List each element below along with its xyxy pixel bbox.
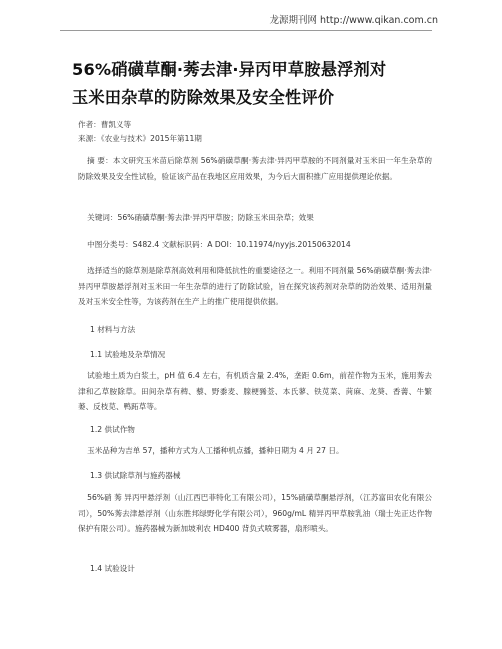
section-heading-1-2: 1.2 供试作物 [90, 425, 135, 434]
abstract-paragraph: 摘 要：本文研究玉米苗后除草剂 56%硝磺草酮·莠去津·异丙甲草胺的不同剂量对玉米田一年生杂草的防除效果及安全性试验，验证该产品在我地区应用效果，为今后大面积推广应用提供理论依据。 [78, 156, 432, 181]
site-header: 龙源期刊网 http://www.qikan.com.cn [269, 15, 438, 26]
article-title-line-2: 玉米田杂草的防除效果及安全性评价 [72, 88, 335, 107]
article-title-line-1: 56%硝磺草酮·莠去津·异丙甲草胺悬浮剂对 [72, 60, 387, 79]
header-divider [60, 30, 432, 31]
keywords-paragraph: 关键词：56%硝磺草酮·莠去津·异丙甲草胺；防除玉米田杂草；效果 [87, 213, 314, 222]
section-heading-1: 1 材料与方法 [90, 325, 136, 334]
section-heading-1-4: 1.4 试验设计 [90, 564, 135, 573]
intro-paragraph: 选择适当的除草剂是除草剂高效利用和降低抗性的重要途径之一。利用不同剂量 56%硝磺草酮·莠去津·异丙甲草胺悬浮剂对玉米田一年生杂草的进行了防除试验，旨在探究该药剂对杂草的防治效果、适用剂量及对玉米安全性等，为该药剂在生产上的推广使用提供依据。 [78, 266, 432, 307]
paragraph-1-3: 56%硝 莠 异丙甲悬浮剂（山江西巴菲特化工有限公司），15%硝磺草酮悬浮剂，（江苏富田农化有限公司），50%莠去津悬浮剂（山东胜邦绿野化学有限公司），960g/mL 精异丙甲草胺乳油（瑞士先正达作物保护有限公司）。施药器械为新加坡利农 HD400 背负式喷雾器，扇形喷头。 [78, 493, 432, 534]
paragraph-1-2: 玉米品种为吉单 57，播种方式为人工播种机点播，播种日期为 4 月 27 日。 [87, 446, 344, 455]
author-line: 作者：曹凯义等 [78, 120, 132, 129]
paragraph-1-1: 试验地土质为白浆土，pH 值 6.4 左右，有机质含量 2.4%，垄距 0.6m，前茬作物为玉米，施用莠去津和乙草胺除草。田间杂草有稗、藜、野黍麦、腺梗豨莶、本氏蓼、铁苋菜、苘麻、龙葵、香薷、牛繁蒌、反枝苋、鸭跖草等。 [78, 371, 432, 412]
section-heading-1-1: 1.1 试验地及杂草情况 [90, 350, 166, 359]
classification-paragraph: 中图分类号：S482.4 文献标识码：A DOI：10.11974/nyyjs.20150632014 [87, 240, 351, 249]
source-line: 来源：《农业与技术》2015年第11期 [78, 134, 202, 143]
section-heading-1-3: 1.3 供试除草剂与施药器械 [90, 471, 181, 480]
